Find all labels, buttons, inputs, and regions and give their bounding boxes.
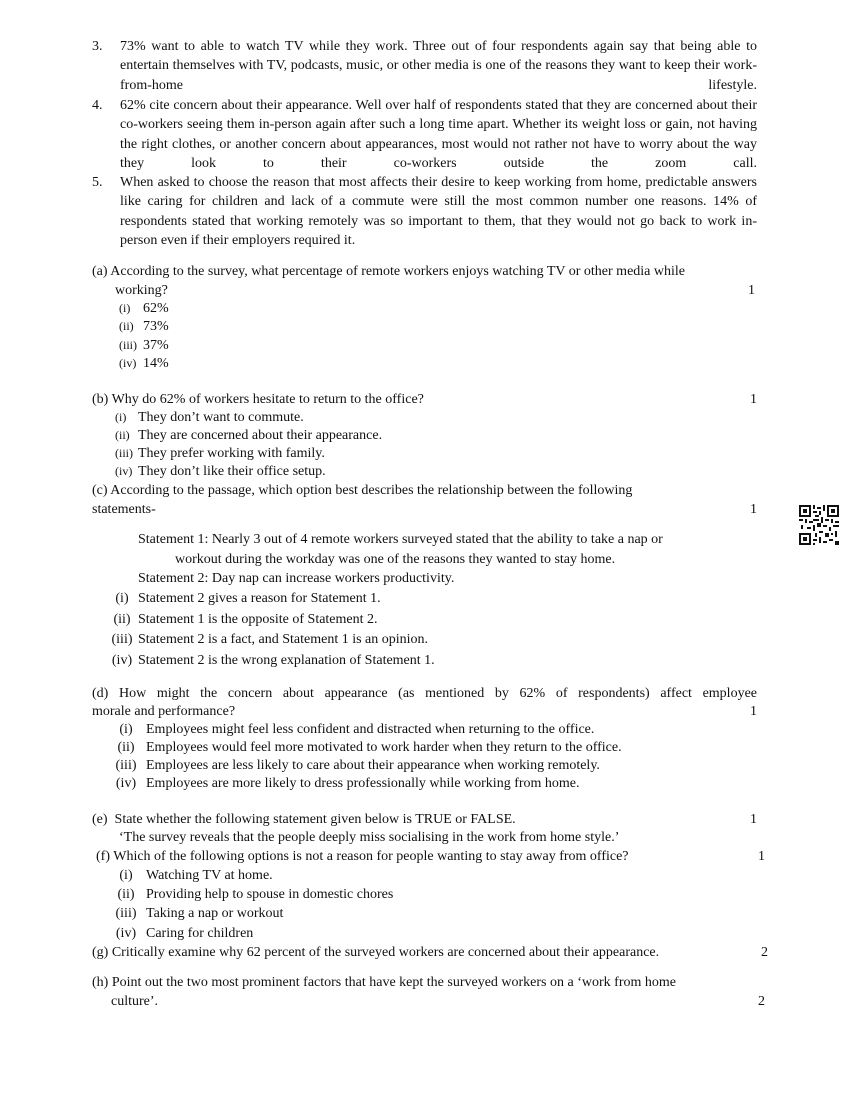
qr-code: [799, 505, 839, 545]
point-3-number: 3.: [92, 39, 103, 54]
question-h-text: (h) Point out the two most prominent factors that have kept the surveyed workers on a ‘work from home: [92, 975, 676, 990]
option-d-iv: (iv) Employees are more likely to dress professionally while working from home.: [115, 776, 580, 791]
option-c-i: (i) Statement 2 gives a reason for Statement 1.: [115, 591, 381, 606]
question-c-text: (c) According to the passage, which option best describes the relationship between the following: [92, 483, 633, 498]
statement-1: Statement 1: Nearly 3 out of 4 remote workers surveyed stated that the ability to take a nap or: [138, 532, 663, 547]
option-b-i: (i) They don’t want to commute.: [115, 410, 304, 425]
point-4-text: 62% cite concern about their appearance. Well over half of respondents stated that they are concerned about their co-workers seeing them in-person again after such a long time apart. Whether its weight loss or gain, not having the right clothes, or another concern about appearances, most would not rather not have to worry about the way they look to their co-workers outside the zoom call.: [120, 98, 757, 172]
option-c-iii: (iii) Statement 2 is a fact, and Statement 1 is an opinion.: [111, 632, 429, 647]
option-a-iii: (iii) 37%: [119, 338, 169, 353]
option-b-iv: (iv) They don’t like their office setup.: [115, 464, 326, 479]
option-d-ii: (ii) Employees would feel more motivated to work harder when they return to the office.: [117, 740, 622, 755]
question-g-marks: 2: [761, 945, 768, 960]
question-c-marks: 1: [750, 502, 757, 517]
option-b-iii: (iii) They prefer working with family.: [115, 446, 325, 461]
question-g-text: (g) Critically examine why 62 percent of the surveyed workers are concerned about their appearance.: [92, 945, 660, 960]
option-f-i: (i) Watching TV at home.: [119, 868, 273, 883]
question-c-text-cont: statements-: [92, 502, 156, 517]
question-d-text-cont: morale and performance?: [92, 704, 236, 719]
question-e-statement: ‘The survey reveals that the people deeply miss socialising in the work from home style.’: [119, 830, 620, 845]
option-b-ii: (ii) They are concerned about their appearance.: [115, 428, 383, 443]
option-c-iv: (iv) Statement 2 is the wrong explanation of Statement 1.: [111, 653, 435, 668]
question-a-text: (a) According to the survey, what percentage of remote workers enjoys watching TV or other media while: [92, 264, 685, 279]
option-a-iv: (iv) 14%: [119, 356, 169, 371]
option-f-iii: (iii) Taking a nap or workout: [115, 906, 284, 921]
question-d-text: (d) How might the concern about appearance (as mentioned by 62% of respondents) affect employee: [92, 686, 757, 701]
question-h-text-cont: culture’.: [111, 994, 159, 1009]
option-a-i: (i) 62%: [119, 301, 169, 316]
option-d-i: (i) Employees might feel less confident and distracted when returning to the office.: [119, 722, 595, 737]
point-5-number: 5.: [92, 175, 103, 190]
point-4-number: 4.: [92, 98, 103, 113]
question-b-marks: 1: [750, 392, 757, 407]
question-f-text: (f) Which of the following options is not a reason for people wanting to stay away from office?: [96, 849, 629, 864]
point-3-text: 73% want to able to watch TV while they work. Three out of four respondents again say that being able to entertain themselves with TV, podcasts, music, or other media is one of the reasons they want to keep their work-from-home lifestyle.: [120, 39, 757, 93]
question-a-text-cont: working?: [115, 283, 168, 298]
statement-2: Statement 2: Day nap can increase workers productivity.: [138, 571, 455, 586]
option-f-ii: (ii) Providing help to spouse in domestic chores: [117, 887, 394, 902]
question-a-marks: 1: [748, 283, 755, 298]
statement-1-cont: workout during the workday was one of the reasons they wanted to stay home.: [175, 552, 616, 567]
option-a-ii: (ii) 73%: [119, 319, 169, 334]
option-d-iii: (iii) Employees are less likely to care about their appearance when working remotely.: [115, 758, 600, 773]
question-e-text: (e) State whether the following statement given below is TRUE or FALSE.: [92, 812, 516, 827]
question-f-marks: 1: [758, 849, 765, 864]
question-b-text: (b) Why do 62% of workers hesitate to return to the office?: [92, 392, 424, 407]
option-c-ii: (ii) Statement 1 is the opposite of Statement 2.: [113, 612, 378, 627]
question-h-marks: 2: [758, 994, 765, 1009]
option-f-iv: (iv) Caring for children: [115, 926, 254, 941]
point-5-text: When asked to choose the reason that most affects their desire to keep working from home, predictable answers like caring for children and lack of a commute were still the most common number one reasons. 14% of respondents stated that working remotely was so important to them, that they would not go back to work in-person even if their employers required it.: [120, 175, 757, 249]
question-d-marks: 1: [750, 704, 757, 719]
question-e-marks: 1: [750, 812, 757, 827]
